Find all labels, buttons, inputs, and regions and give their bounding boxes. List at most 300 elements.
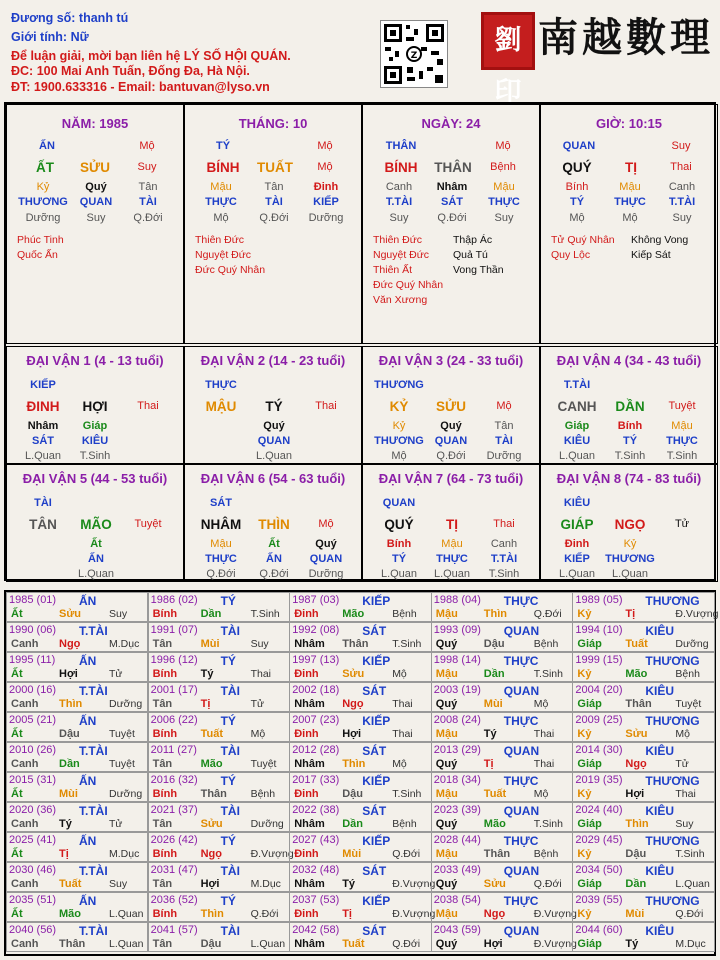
- year-yy: 1989 (05): [575, 594, 623, 606]
- year-cell[interactable]: [431, 712, 573, 742]
- year-cell[interactable]: [289, 802, 431, 832]
- year-y1: Giáp: [577, 878, 602, 890]
- year-cell[interactable]: [6, 682, 148, 712]
- year-cell[interactable]: [572, 742, 714, 772]
- year-ys: THƯƠNG: [645, 654, 700, 668]
- year-yy: 2042 (58): [292, 924, 340, 936]
- year-y3: Bệnh: [392, 608, 417, 620]
- ganzhi-text: L.Quan: [558, 568, 596, 580]
- year-y2: Dần: [200, 608, 222, 620]
- year-cell[interactable]: [148, 742, 290, 772]
- year-y2: Tị: [483, 758, 494, 770]
- year-ys: THỰC: [503, 894, 539, 908]
- ganzhi-text: L.Quan: [380, 568, 418, 580]
- year-y3: Đ.Vượng: [392, 908, 436, 920]
- year-y1: Tân: [152, 938, 173, 950]
- year-ys: TÝ: [220, 594, 236, 608]
- year-y2: Tị: [625, 608, 636, 620]
- ganzhi-text: Quý: [315, 538, 337, 550]
- ganzhi-text: ẤN: [39, 140, 55, 152]
- ganzhi-text: ẤN: [266, 553, 282, 565]
- ganzhi-text: THÂN: [385, 140, 417, 152]
- year-y2: Tý: [625, 938, 639, 950]
- year-cell[interactable]: [6, 742, 148, 772]
- year-ys: TÝ: [220, 714, 236, 728]
- year-cell[interactable]: [148, 622, 290, 652]
- year-y1: Ất: [11, 908, 23, 920]
- year-y2: Tị: [200, 698, 211, 710]
- year-yy: 2012 (28): [292, 744, 340, 756]
- year-y1: Mậu: [435, 788, 458, 800]
- pillars-grid: [4, 102, 716, 581]
- year-cell[interactable]: [289, 622, 431, 652]
- year-y1: Tân: [152, 878, 173, 890]
- year-y3: Tử: [109, 668, 123, 680]
- year-y2: Sửu: [342, 668, 365, 680]
- year-y2: Mùi: [59, 788, 78, 800]
- year-cell[interactable]: [289, 832, 431, 862]
- year-cell[interactable]: [572, 832, 714, 862]
- year-yy: 1993 (09): [433, 624, 481, 636]
- ganzhi-text: TÀI: [495, 435, 513, 447]
- year-y2: Tuất: [342, 938, 365, 950]
- year-cell[interactable]: [6, 652, 148, 682]
- year-y2: Thân: [59, 938, 86, 950]
- ganzhi-text: TÝ: [215, 140, 231, 152]
- ganzhi-text: Suy: [494, 212, 514, 224]
- year-y3: Q.Đới: [250, 908, 279, 920]
- ganzhi-text: Canh: [668, 181, 696, 193]
- star-note: Văn Xương: [373, 294, 428, 306]
- ganzhi-text: Q.Đới: [436, 450, 466, 462]
- star-note: Thiên Ất: [373, 264, 413, 276]
- year-yy: 1985 (01): [9, 594, 57, 606]
- year-ys: THƯƠNG: [645, 594, 700, 608]
- year-yy: 1987 (03): [292, 594, 340, 606]
- owner-name: Đương số: thanh tú: [11, 11, 129, 25]
- year-ys: ẤN: [79, 594, 97, 608]
- year-y1: Nhâm: [294, 698, 325, 710]
- pillar-title: GIỜ: 10:15: [595, 116, 662, 131]
- year-yy: 2032 (48): [292, 864, 340, 876]
- year-cell[interactable]: [572, 892, 714, 922]
- ganzhi-text: KIÊU: [563, 497, 591, 509]
- ganzhi-text: Đinh: [564, 538, 590, 550]
- year-yy: 2008 (24): [433, 714, 481, 726]
- year-ys: TÝ: [220, 774, 236, 788]
- year-cell[interactable]: [289, 682, 431, 712]
- year-y2: Sửu: [483, 878, 506, 890]
- year-cell[interactable]: [6, 592, 148, 622]
- year-cell[interactable]: [572, 922, 714, 952]
- year-yy: 1990 (06): [9, 624, 57, 636]
- year-y1: Ất: [11, 668, 23, 680]
- year-y2: Thìn: [483, 608, 508, 620]
- ganzhi-text: Tuyệt: [668, 400, 696, 412]
- year-y1: Quý: [435, 698, 458, 710]
- ganzhi-text: Mộ: [622, 212, 638, 224]
- star-note: Thiên Đức: [373, 234, 423, 246]
- year-y2: Hợi: [342, 728, 362, 740]
- year-y3: M.Dục: [109, 848, 140, 860]
- year-yy: 2017 (33): [292, 774, 340, 786]
- year-cell[interactable]: [431, 772, 573, 802]
- ganzhi-text: TỊ: [446, 517, 458, 532]
- year-cell[interactable]: [431, 682, 573, 712]
- year-y2: Hợi: [483, 938, 503, 950]
- year-ys: TÀI: [220, 924, 240, 938]
- year-cell[interactable]: [431, 802, 573, 832]
- year-cell[interactable]: [572, 592, 719, 622]
- year-y2: Sửu: [625, 728, 648, 740]
- year-y1: Canh: [11, 698, 39, 710]
- year-y1: Quý: [435, 938, 458, 950]
- year-y3: Bệnh: [675, 668, 700, 680]
- year-ys: T.TÀI: [79, 744, 108, 758]
- year-cell[interactable]: [572, 862, 714, 892]
- year-y1: Giáp: [577, 758, 602, 770]
- year-y1: Quý: [435, 638, 458, 650]
- year-cell[interactable]: [148, 892, 290, 922]
- year-y3: L.Quan: [109, 938, 144, 950]
- year-cell[interactable]: [289, 592, 431, 622]
- year-y3: Suy: [109, 608, 128, 620]
- ganzhi-text: QUAN: [382, 497, 416, 509]
- ganzhi-text: L.Quan: [255, 450, 293, 462]
- ganzhi-text: TÀI: [265, 196, 283, 208]
- ganzhi-text: Giáp: [564, 420, 590, 432]
- year-y2: Tị: [342, 908, 352, 920]
- year-y3: Tử: [675, 758, 689, 770]
- year-ys: SÁT: [362, 924, 387, 938]
- star-note: Vong Thần: [453, 264, 504, 276]
- year-y3: Q.Đới: [675, 908, 704, 920]
- brand-title: 南越數理: [538, 14, 714, 61]
- pillar-cell: [362, 104, 540, 344]
- year-yy: 2024 (40): [575, 804, 623, 816]
- year-yy: 1997 (13): [292, 654, 340, 666]
- dai-van-title: ĐẠI VẬN 2 (14 - 23 tuổi): [200, 353, 346, 368]
- year-cell[interactable]: [6, 622, 148, 652]
- star-note: Quốc Ấn: [17, 249, 58, 261]
- year-ys: KIÊU: [645, 684, 675, 698]
- ganzhi-text: THƯƠNG: [374, 379, 424, 391]
- ganzhi-text: Bính: [617, 420, 643, 432]
- year-cell[interactable]: [431, 652, 573, 682]
- year-y3: Bệnh: [533, 848, 559, 860]
- year-cell[interactable]: [431, 922, 577, 952]
- year-cell[interactable]: [6, 832, 148, 862]
- star-note: Đức Quý Nhân: [195, 264, 266, 276]
- year-y1: Giáp: [577, 698, 602, 710]
- year-yy: 2037 (53): [292, 894, 340, 906]
- year-yy: 2016 (32): [150, 774, 198, 786]
- ganzhi-text: T.TÀI: [385, 196, 413, 208]
- star-note: Kiếp Sát: [631, 249, 671, 261]
- year-y2: Ngọ: [59, 638, 81, 650]
- year-y2: Sửu: [59, 608, 82, 620]
- year-cell[interactable]: [148, 832, 294, 862]
- year-y3: Đ.Vượng: [533, 908, 577, 920]
- ganzhi-text: Q.Đới: [259, 212, 289, 224]
- ganzhi-text: KIẾP: [313, 196, 339, 208]
- pillar-title: NGÀY: 24: [421, 116, 481, 131]
- year-ys: T.TÀI: [79, 924, 108, 938]
- year-cell[interactable]: [6, 922, 148, 952]
- year-y3: Đ.Vượng: [392, 878, 436, 890]
- year-cell[interactable]: [289, 652, 431, 682]
- year-yy: 2020 (36): [9, 804, 57, 816]
- gender: Giới tính: Nữ: [11, 30, 89, 44]
- ganzhi-text: Tân: [264, 181, 284, 193]
- ganzhi-text: L.Quan: [24, 450, 62, 462]
- ganzhi-text: Quý: [85, 181, 107, 193]
- year-y3: Tử: [109, 818, 123, 830]
- year-y1: Ất: [11, 848, 23, 860]
- year-yy: 2027 (43): [292, 834, 340, 846]
- ganzhi-text: Bính: [565, 181, 589, 193]
- ganzhi-text: Q.Đới: [437, 212, 467, 224]
- year-cell[interactable]: [289, 712, 431, 742]
- ganzhi-text: Canh: [490, 538, 518, 550]
- year-y3: Thai: [533, 728, 555, 740]
- year-cell[interactable]: [572, 802, 714, 832]
- ganzhi-text: MÃO: [80, 517, 112, 532]
- year-y1: Nhâm: [294, 938, 325, 950]
- ganzhi-text: Q.Đới: [206, 568, 236, 580]
- year-y3: Dưỡng: [250, 818, 284, 830]
- year-cell[interactable]: [148, 862, 290, 892]
- year-y2: Mùi: [483, 698, 503, 710]
- ganzhi-text: THỰC: [205, 196, 237, 208]
- ganzhi-text: TỊ: [625, 160, 637, 175]
- year-ys: THỰC: [503, 834, 539, 848]
- year-cell[interactable]: [431, 742, 573, 772]
- year-y1: Nhâm: [294, 758, 325, 770]
- ganzhi-text: Tuyệt: [134, 518, 162, 530]
- year-y3: Thai: [533, 758, 555, 770]
- ganzhi-text: KIÊU: [81, 435, 109, 447]
- year-cell[interactable]: [289, 742, 431, 772]
- year-yy: 2013 (29): [433, 744, 481, 756]
- year-y2: Thìn: [59, 698, 83, 710]
- year-cell[interactable]: [289, 862, 436, 892]
- year-y2: Mão: [59, 908, 81, 920]
- year-cell[interactable]: [572, 622, 714, 652]
- ganzhi-text: Dưỡng: [25, 212, 61, 224]
- ganzhi-text: T.Sinh: [488, 568, 520, 580]
- year-y1: Giáp: [577, 638, 602, 650]
- year-ys: ẤN: [79, 774, 97, 788]
- year-cell[interactable]: [148, 922, 290, 952]
- year-ys: TÀI: [220, 684, 240, 698]
- year-y2: Hợi: [200, 878, 220, 890]
- year-y3: Thai: [675, 788, 696, 800]
- year-cell[interactable]: [6, 802, 148, 832]
- year-ys: SÁT: [362, 744, 387, 758]
- year-y3: T.Sinh: [533, 818, 563, 830]
- year-yy: 2033 (49): [433, 864, 481, 876]
- year-cell[interactable]: [431, 832, 573, 862]
- year-yy: 2010 (26): [9, 744, 57, 756]
- year-cell[interactable]: [148, 652, 290, 682]
- ganzhi-text: THỰC: [205, 553, 237, 565]
- year-cell[interactable]: [6, 772, 148, 802]
- year-ys: KIÊU: [645, 864, 675, 878]
- year-y1: Ất: [11, 608, 23, 620]
- year-y1: Canh: [11, 878, 39, 890]
- ganzhi-text: Giáp: [82, 420, 108, 432]
- year-cell[interactable]: [148, 712, 290, 742]
- ganzhi-text: T.TÀI: [563, 379, 591, 391]
- ganzhi-text: THÂN: [434, 160, 472, 175]
- dai-van-title: ĐẠI VẬN 7 (64 - 73 tuổi): [378, 471, 524, 486]
- year-yy: 1999 (15): [575, 654, 623, 666]
- year-y1: Mậu: [435, 608, 458, 620]
- ganzhi-text: L.Quan: [558, 450, 596, 462]
- year-yy: 2004 (20): [575, 684, 623, 696]
- year-cell[interactable]: [6, 892, 148, 922]
- year-ys: SÁT: [362, 624, 387, 638]
- year-y3: T.Sinh: [392, 638, 422, 650]
- year-cell[interactable]: [289, 892, 436, 922]
- year-cell[interactable]: [572, 652, 714, 682]
- year-cell[interactable]: [289, 922, 431, 952]
- ganzhi-text: T.Sinh: [666, 450, 698, 462]
- year-cell[interactable]: [431, 862, 573, 892]
- year-cell[interactable]: [572, 682, 714, 712]
- year-y2: Dậu: [483, 638, 505, 650]
- year-cell[interactable]: [431, 592, 573, 622]
- ganzhi-text: Mộ: [496, 400, 512, 412]
- year-cell[interactable]: [431, 892, 577, 922]
- year-y1: Đinh: [294, 668, 319, 680]
- year-y2: Thân: [342, 638, 369, 650]
- year-ys: KIÊU: [645, 804, 675, 818]
- year-ys: TÀI: [220, 804, 240, 818]
- year-cell[interactable]: [6, 712, 148, 742]
- ganzhi-text: KIẾP: [30, 379, 56, 391]
- year-cell[interactable]: [6, 862, 148, 892]
- ganzhi-text: Ất: [90, 538, 102, 550]
- ganzhi-text: Bính: [386, 538, 412, 550]
- ganzhi-text: Tân: [138, 181, 158, 193]
- ganzhi-text: Mộ: [317, 161, 333, 173]
- pillar-cell: [6, 104, 184, 344]
- year-yy: 2019 (35): [575, 774, 623, 786]
- year-y3: Thai: [392, 728, 413, 740]
- ganzhi-text: NGỌ: [614, 517, 646, 532]
- year-yy: 2002 (18): [292, 684, 340, 696]
- year-ys: THƯƠNG: [645, 774, 700, 788]
- year-ys: T.TÀI: [79, 864, 108, 878]
- year-cell[interactable]: [572, 772, 714, 802]
- year-ys: KIẾP: [362, 834, 391, 848]
- year-ys: KIẾP: [362, 714, 391, 728]
- year-y1: Giáp: [577, 818, 602, 830]
- year-y1: Mậu: [435, 848, 458, 860]
- year-yy: 2007 (23): [292, 714, 340, 726]
- year-cell[interactable]: [431, 622, 573, 652]
- year-yy: 2021 (37): [150, 804, 198, 816]
- year-y3: M.Dục: [109, 638, 140, 650]
- ganzhi-text: Nhâm: [27, 420, 59, 432]
- ganzhi-text: THỰC: [614, 196, 646, 208]
- year-cell[interactable]: [148, 682, 290, 712]
- ganzhi-text: TUẤT: [257, 160, 293, 175]
- year-y2: Sửu: [200, 818, 223, 830]
- year-cell[interactable]: [148, 592, 290, 622]
- year-y3: Dưỡng: [109, 698, 143, 710]
- ganzhi-text: BÍNH: [384, 160, 418, 175]
- star-note: Không Vong: [631, 234, 689, 246]
- ganzhi-text: Canh: [385, 181, 413, 193]
- year-ys: KIẾP: [362, 894, 391, 908]
- year-y1: Đinh: [294, 608, 319, 620]
- dai-van-cell: [540, 346, 718, 464]
- year-y1: Tân: [152, 638, 173, 650]
- year-yy: 2001 (17): [150, 684, 198, 696]
- ganzhi-text: SỬU: [436, 399, 466, 414]
- year-y2: Dậu: [625, 848, 647, 860]
- year-y3: Bệnh: [533, 638, 559, 650]
- year-y1: Bính: [152, 728, 178, 740]
- year-cell[interactable]: [289, 772, 431, 802]
- ganzhi-text: Mộ: [318, 518, 334, 530]
- header: [0, 0, 720, 108]
- year-y3: Thai: [250, 668, 272, 680]
- year-y1: Ất: [11, 788, 23, 800]
- ganzhi-text: Mộ: [391, 450, 407, 462]
- year-yy: 2038 (54): [433, 894, 481, 906]
- dai-van-title: ĐẠI VẬN 3 (24 - 33 tuổi): [378, 353, 524, 368]
- year-y1: Canh: [11, 758, 39, 770]
- ganzhi-text: Suy: [137, 161, 157, 173]
- year-yy: 1998 (14): [433, 654, 481, 666]
- year-y1: Bính: [152, 848, 178, 860]
- year-y3: Q.Đới: [392, 938, 421, 950]
- year-yy: 2040 (56): [9, 924, 57, 936]
- ganzhi-text: ĐINH: [26, 399, 60, 414]
- year-cell[interactable]: [148, 802, 290, 832]
- year-y2: Dần: [59, 758, 80, 770]
- star-note: Phúc Tinh: [17, 234, 64, 246]
- year-y3: Q.Đới: [392, 848, 421, 860]
- ganzhi-text: QUÝ: [384, 517, 414, 532]
- dai-van-title: ĐẠI VẬN 6 (54 - 63 tuổi): [200, 471, 346, 486]
- star-note: Quả Tú: [453, 249, 488, 261]
- year-ys: THỰC: [503, 654, 539, 668]
- year-y3: Suy: [250, 638, 269, 650]
- ganzhi-text: Kỷ: [623, 538, 637, 550]
- contact-line: Để luận giải, mời bạn liên hệ LÝ SỐ HỘI QUÁN.: [11, 49, 291, 63]
- year-cell[interactable]: [572, 712, 714, 742]
- ganzhi-text: Thai: [493, 518, 515, 530]
- year-ys: TÝ: [220, 894, 236, 908]
- year-ys: KIÊU: [645, 744, 675, 758]
- dai-van-title: ĐẠI VẬN 5 (44 - 53 tuổi): [22, 471, 168, 486]
- ganzhi-text: Dưỡng: [486, 450, 522, 462]
- year-yy: 2034 (50): [575, 864, 623, 876]
- ganzhi-text: T.TÀI: [668, 196, 696, 208]
- year-yy: 1995 (11): [9, 654, 56, 666]
- year-y2: Mùi: [200, 638, 220, 650]
- year-yy: 2026 (42): [150, 834, 198, 846]
- year-y3: Mộ: [392, 758, 407, 770]
- year-cell[interactable]: [148, 772, 290, 802]
- ganzhi-text: KIẾP: [564, 553, 590, 565]
- year-yy: 1996 (12): [150, 654, 198, 666]
